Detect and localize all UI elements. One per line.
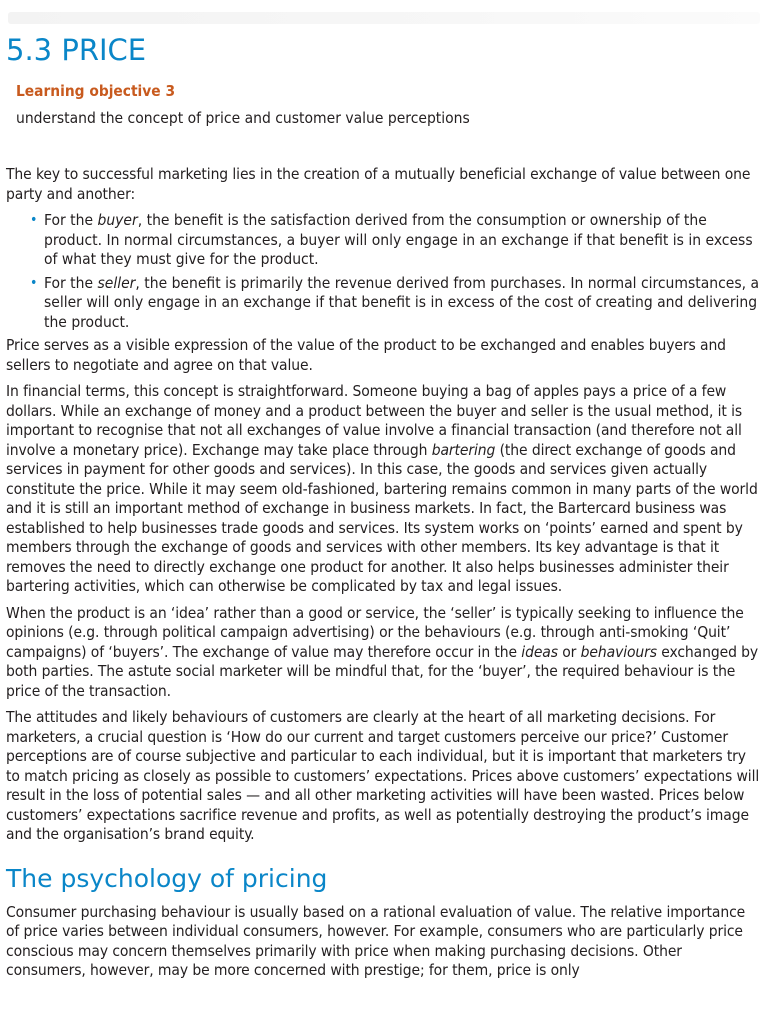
text-run: For the [44,273,98,292]
list-item-seller [30,273,762,333]
emphasis-ideas: ideas [521,642,558,661]
paragraph-psychology-pricing: Consumer purchasing behaviour is usually based on a rational evaluation of value. The relative importance of price varies between individual consumers, however. For example, consumers who are particularly price conscious may concern themselves primarily with price when making purchasing decisions. Other consumers, however, may be more concerned with prestige; for them, price is only [6,902,746,979]
section-title: 5.3 PRICE [6,33,147,67]
bullet-icon: • [30,274,38,291]
benefit-list [6,211,762,332]
text-run: When the product is an ‘idea’ rather than a good or service, the ‘seller’ is typically seeking to influence the opinions (e.g. through political campaign advertising) or the behaviours (e.g. through anti-smoking ‘Quit’ campaigns) of ‘buyers’. The exchange of value may therefore occur in the [6,603,744,661]
paragraph-price-expression: Price serves as a visible expression of the value of the product to be exchanged and enables buyers and sellers to negotiate and agree on that value. [6,336,726,374]
emphasis-buyer: buyer [97,211,138,229]
page-header-strip [8,12,760,24]
text-run: For the [44,211,98,229]
subsection-title: The psychology of pricing [6,863,328,893]
paragraph-intro: The key to successful marketing lies in the creation of a mutually beneficial exchange of value between one party and another: [6,165,751,203]
emphasis-bartering: bartering [431,440,496,459]
text-run: (the direct exchange of goods and services in payment for other goods and services). In this case, the goods and services given actually constitute the price. While it may seem old-fashioned, bartering remains common in many parts of the world and it is still an important method of exchange in business markets. In fact, the Bartercard business was established to help businesses trade goods and services. Its system works on ‘points’ earned and spent by members through the exchange of goods and services with other members. Its key advantage is that it removes the need to directly exchange one product for another. It also helps businesses administer their bartering activities, which can otherwise be complicated by tax and legal issues. [6,440,758,595]
list-item-buyer [30,211,762,270]
text-run: or [557,642,581,661]
text-run: , the benefit is the satisfaction derived from the consumption or ownership of the product. In normal circumstances, a buyer will only engage in an exchange if that benefit is in excess of what they must give for the product. [44,211,753,268]
learning-objective-text: understand the concept of price and customer value perceptions [16,109,470,127]
emphasis-seller: seller [97,273,136,292]
learning-objective-label: Learning objective 3 [16,82,176,100]
text-run: exchanged by both parties. The astute social marketer will be mindful that, for the ‘buyer’, the required behaviour is the price of the transaction. [6,642,759,700]
paragraph-customer-attitudes: The attitudes and likely behaviours of customers are clearly at the heart of all marketing decisions. For marketers, a crucial question is ‘How do our current and target customers perceive our price?’ Customer perceptions are of course subjective and particular to each individual, but it is important that marketers try to match pricing as closely as possible to customers’ expectations. Prices above customers’ expectations will result in the loss of potential sales — and all other marketing activities will have been wasted. Prices below customers’ expectations sacrifice revenue and profits, as well as potentially destroying the product’s image and the organisation’s brand equity. [6,708,760,843]
text-run: , the benefit is primarily the revenue derived from purchases. In normal circumstances, a seller will only engage in an exchange if that benefit is in excess of the cost of creating and delivering the product. [44,273,760,331]
bullet-icon: • [30,212,38,228]
text-run: In financial terms, this concept is straightforward. Someone buying a bag of apples pays a price of a few dollars. While an exchange of money and a product between the buyer and seller is the usual method, it is important to recognise that not all exchanges of value involve a financial transaction (and therefore not all involve a monetary price). Exchange may take place through [6,382,743,459]
emphasis-behaviours: behaviours [580,642,657,661]
paragraph-financial-terms [6,382,762,597]
paragraph-idea-product [6,604,762,702]
body-text [6,165,762,988]
